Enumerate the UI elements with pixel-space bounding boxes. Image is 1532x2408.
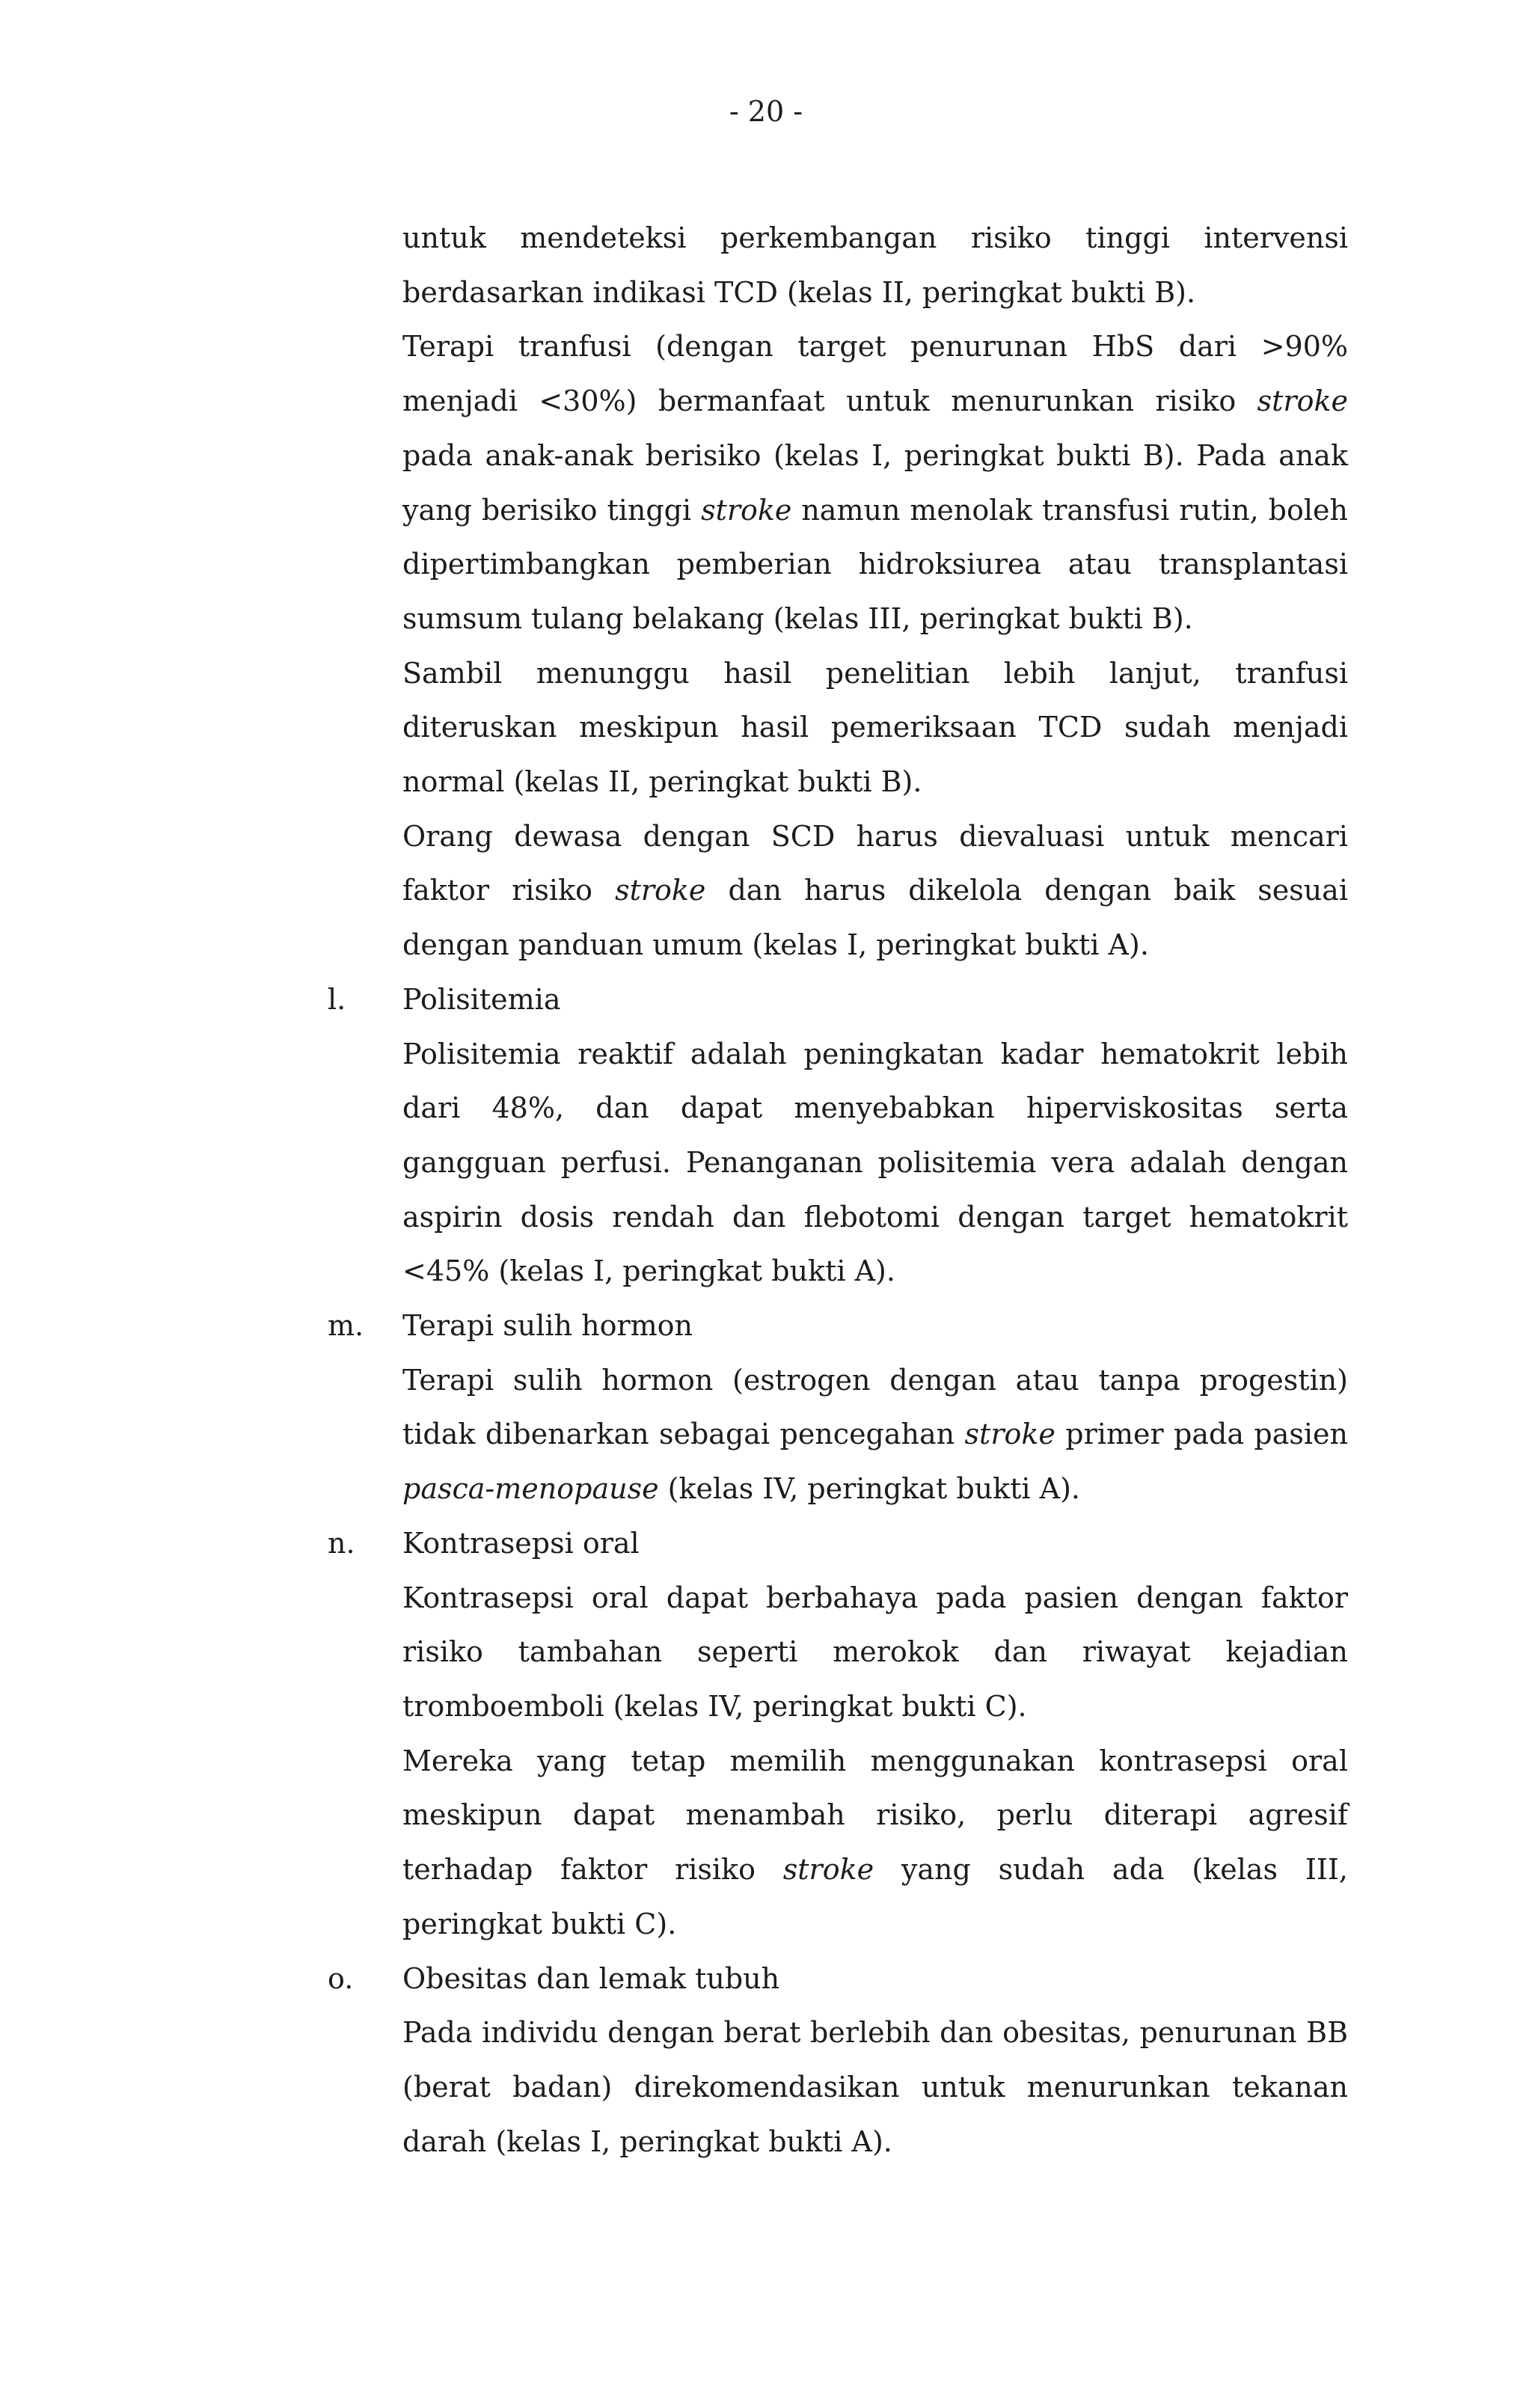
section-heading — [328, 972, 1348, 1027]
paragraph — [328, 809, 1348, 972]
paragraph-text: (kelas IV, peringkat bukti A). — [658, 1472, 1080, 1506]
section-item — [328, 972, 1348, 1299]
paragraph-text: Sambil menunggu hasil penelitian lebih lanjut, tranfusi diteruskan meskipun hasil pemeriksaan TCD sudah menjadi normal (kelas II, peringkat bukti B). — [402, 656, 1348, 799]
paragraph — [328, 211, 1348, 319]
italic-term: pasca-menopause — [402, 1472, 659, 1506]
paragraph-text: Polisitemia reaktif adalah peningkatan kadar hematokrit lebih dari 48%, dan dapat menyebabkan hiperviskositas serta gangguan perfusi. Penanganan polisitemia vera adalah dengan aspirin dosis rendah dan flebotomi dengan target hematokrit <45% (kelas I, peringkat bukti A). — [402, 1037, 1348, 1288]
paragraph-text: Terapi tranfusi (dengan target penurunan HbS dari >90% menjadi <30%) bermanfaat untuk menurunkan risiko — [402, 330, 1348, 418]
italic-term: stroke — [964, 1418, 1055, 1451]
section-item — [328, 1299, 1348, 1516]
section-marker: o. — [328, 1961, 354, 1995]
italic-term: stroke — [701, 493, 792, 527]
intro-section — [328, 211, 1348, 972]
page-number: - 20 - — [729, 95, 803, 128]
numbered-sections — [328, 972, 1348, 2169]
paragraph-text: pada anak-anak berisiko (kelas I, peringkat bukti B). Pada anak yang berisiko tinggi — [402, 438, 1348, 527]
paragraph — [328, 1734, 1348, 1952]
section-marker: l. — [328, 982, 346, 1016]
paragraph — [328, 1027, 1348, 1299]
paragraph — [328, 2006, 1348, 2169]
section-title: Kontrasepsi oral — [402, 1526, 640, 1560]
paragraph-text: Orang dewasa dengan SCD harus dievaluasi untuk mencari faktor risiko — [402, 819, 1348, 907]
section-item — [328, 1516, 1348, 1952]
paragraph-text: namun menolak transfusi rutin, boleh dipertimbangkan pemberian hidroksiurea atau transplantasi sumsum tulang belakang (kelas III, peringkat bukti B). — [402, 493, 1348, 635]
section-heading — [328, 1516, 1348, 1571]
italic-term: stroke — [615, 874, 706, 907]
paragraph-text: yang sudah ada (kelas III, peringkat bukti C). — [402, 1853, 1348, 1940]
paragraph-text: Mereka yang tetap memilih menggunakan kontrasepsi oral meskipun dapat menambah risiko, perlu diterapi agresif terhadap faktor risiko — [402, 1744, 1348, 1887]
paragraph — [328, 1571, 1348, 1734]
paragraph-text: primer pada pasien — [1055, 1418, 1348, 1451]
section-title: Obesitas dan lemak tubuh — [402, 1961, 780, 1995]
paragraph-text: Terapi sulih hormon (estrogen dengan atau tanpa progestin) tidak dibenarkan sebagai pencegahan — [402, 1363, 1348, 1451]
section-item — [328, 1952, 1348, 2169]
paragraph — [328, 1353, 1348, 1516]
paragraph-text: untuk mendeteksi perkembangan risiko tinggi intervensi berdasarkan indikasi TCD (kelas II, peringkat bukti B). — [402, 221, 1348, 309]
italic-term: stroke — [782, 1853, 874, 1887]
section-heading — [328, 1299, 1348, 1353]
italic-term: stroke — [1257, 385, 1348, 418]
paragraph — [328, 319, 1348, 646]
paragraph-text: dan harus dikelola dengan baik sesuai dengan panduan umum (kelas I, peringkat bukti A). — [402, 874, 1348, 962]
paragraph-text: Kontrasepsi oral dapat berbahaya pada pasien dengan faktor risiko tambahan seperti merokok dan riwayat kejadian tromboemboli (kelas IV, peringkat bukti C). — [402, 1581, 1348, 1723]
section-title: Polisitemia — [402, 982, 561, 1016]
section-marker: m. — [328, 1309, 364, 1343]
section-heading — [328, 1952, 1348, 2006]
section-title: Terapi sulih hormon — [402, 1309, 693, 1343]
section-marker: n. — [328, 1526, 355, 1560]
paragraph — [328, 646, 1348, 809]
document-body — [328, 211, 1348, 2169]
paragraph-text: Pada individu dengan berat berlebih dan obesitas, penurunan BB (berat badan) direkomendasikan untuk menurunkan tekanan darah (kelas I, peringkat bukti A). — [402, 2016, 1348, 2158]
